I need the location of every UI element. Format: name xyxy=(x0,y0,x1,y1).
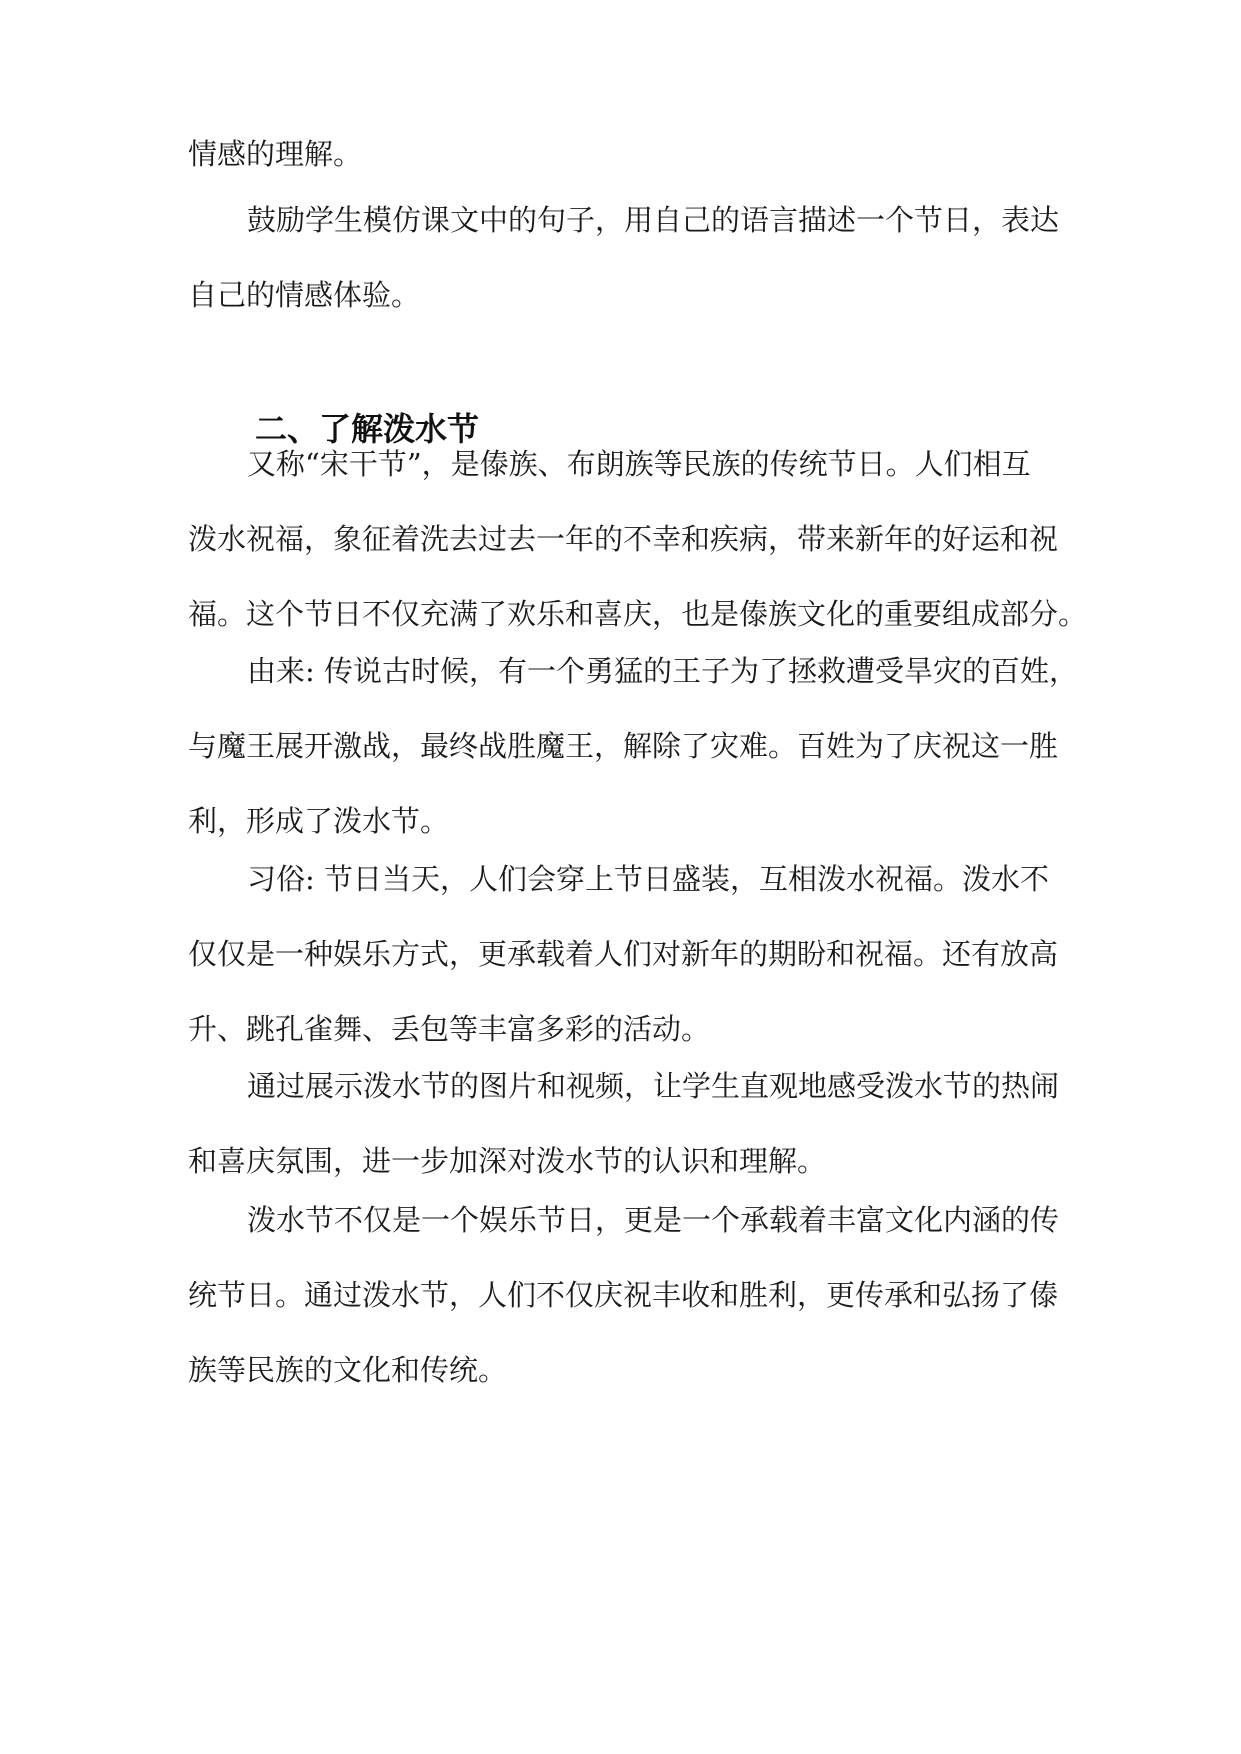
paragraph-line: 习俗: 节日当天，人们会穿上节日盛装，互相泼水祝福。泼水不 xyxy=(247,862,1049,896)
paragraph-line: 由来: 传说古时候，有一个勇猛的王子为了拯救遭受旱灾的百姓， xyxy=(247,654,1078,688)
paragraph-line: 又称“宋干节”，是傣族、布朗族等民族的传统节日。人们相互 xyxy=(247,447,1031,481)
paragraph-line: 通过展示泼水节的图片和视频，让学生直观地感受泼水节的热闹 xyxy=(247,1069,1060,1103)
paragraph-line: 统节日。通过泼水节，人们不仅庆祝丰收和胜利，更传承和弘扬了傣 xyxy=(188,1278,1059,1312)
section-heading: 二、了解泼水节 xyxy=(255,410,480,448)
media-paragraph xyxy=(188,1049,1060,1199)
festival-name-paragraph xyxy=(188,427,1088,652)
paragraph-line: 仅仅是一种娱乐方式，更承载着人们对新年的期盼和祝福。还有放高 xyxy=(188,937,1059,971)
paragraph-line: 鼓励学生模仿课文中的句子，用自己的语言描述一个节日，表达 xyxy=(247,203,1060,237)
culture-paragraph xyxy=(188,1183,1060,1408)
paragraph-line: 升、跳孔雀舞、丢包等丰富多彩的活动。 xyxy=(188,1012,711,1046)
paragraph-line: 和喜庆氛围，进一步加深对泼水节的认识和理解。 xyxy=(188,1144,827,1178)
intro-paragraph xyxy=(188,117,1053,192)
paragraph-line: 福。这个节日不仅充满了欢乐和喜庆，也是傣族文化的重要组成部分。 xyxy=(188,597,1088,631)
paragraph-line: 利，形成了泼水节。 xyxy=(188,804,450,838)
paragraph-line: 泼水节不仅是一个娱乐节日，更是一个承载着丰富文化内涵的传 xyxy=(247,1203,1060,1237)
paragraph-line: 情感的理解。 xyxy=(188,137,363,171)
paragraph-line: 泼水祝福，象征着洗去过去一年的不幸和疾病，带来新年的好运和祝 xyxy=(188,522,1059,556)
custom-paragraph xyxy=(188,842,1059,1067)
paragraph-line: 族等民族的文化和传统。 xyxy=(188,1353,508,1387)
paragraph-line: 与魔王展开激战，最终战胜魔王，解除了灾难。百姓为了庆祝这一胜 xyxy=(188,729,1059,763)
origin-paragraph xyxy=(188,634,1078,859)
encourage-paragraph xyxy=(188,183,1060,333)
paragraph-line: 自己的情感体验。 xyxy=(188,278,421,312)
